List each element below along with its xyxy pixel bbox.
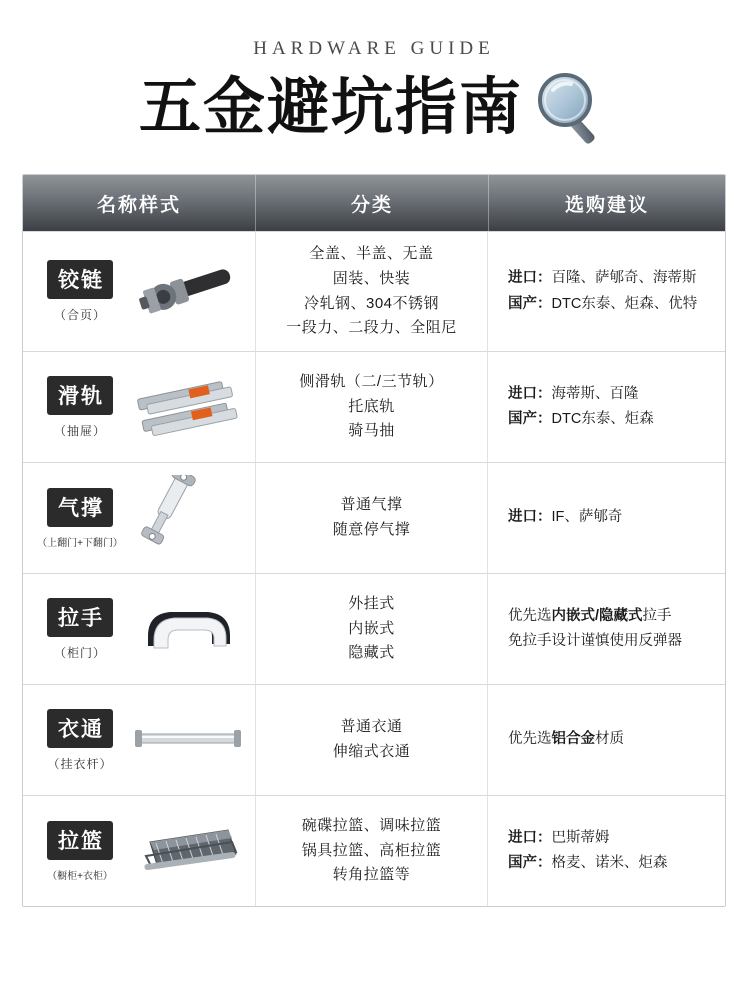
- advice-key: 国产：: [508, 295, 552, 312]
- basket-icon: [129, 813, 247, 889]
- slide-rail-icon: [129, 369, 247, 445]
- poster-header: [22, 0, 726, 148]
- cell-category: [255, 232, 487, 351]
- category-line: 外挂式: [348, 594, 395, 612]
- item-name: 拉篮: [47, 821, 113, 860]
- advice-text: 拉手: [642, 607, 672, 624]
- item-name-sub: （柜门）: [53, 645, 106, 660]
- advice-line: [508, 382, 639, 407]
- cell-name: [23, 352, 255, 462]
- magnifier-icon: [531, 70, 609, 148]
- name-block: [37, 821, 123, 882]
- name-block: [37, 260, 123, 323]
- item-name: 衣通: [47, 709, 113, 748]
- advice-value: 百隆、萨郇奇、海蒂斯: [551, 270, 697, 287]
- category-line: 转角拉篮等: [332, 866, 411, 884]
- category-line: 全盖、半盖、无盖: [309, 245, 434, 262]
- cell-advice: [487, 463, 725, 573]
- table-row: [23, 351, 725, 462]
- category-line: 普通衣通: [340, 718, 403, 736]
- table-row: [23, 231, 725, 351]
- hinge-icon: [129, 254, 247, 330]
- eyebrow-text: HARDWARE GUIDE: [253, 38, 495, 59]
- category-line: 冷轧钢、304不锈钢: [303, 294, 440, 312]
- cell-name: [23, 796, 255, 906]
- hardware-table: [22, 174, 726, 907]
- item-name: 滑轨: [47, 376, 113, 415]
- advice-line: [508, 292, 697, 317]
- category-line: 一段力、二段力、全阻尼: [286, 319, 457, 337]
- category-line: 托底轨: [348, 397, 395, 415]
- table-row: [23, 573, 725, 684]
- category-line: 碗碟拉篮、调味拉篮: [301, 816, 442, 834]
- item-name-sub: （上翻门+下翻门）: [37, 537, 123, 549]
- name-block: [37, 488, 123, 549]
- advice-key: 国产：: [508, 855, 552, 871]
- advice-line: [508, 266, 697, 291]
- advice-line: [508, 407, 654, 432]
- category-line: 随意停气撑: [332, 521, 411, 538]
- cell-category: [255, 796, 487, 906]
- advice-text: 优先选: [508, 731, 552, 748]
- advice-highlight: 铝合金: [551, 731, 595, 748]
- column-header-category: 分类: [255, 175, 488, 231]
- advice-text: 材质: [595, 731, 624, 748]
- cell-category: [255, 463, 487, 573]
- item-name: 拉手: [47, 598, 113, 637]
- column-header-advice: 选购建议: [488, 175, 725, 231]
- advice-key: 进口：: [508, 829, 552, 846]
- page-title: 五金避坑指南: [138, 70, 523, 144]
- category-line: 隐藏式: [348, 644, 395, 662]
- advice-line: [508, 604, 672, 629]
- table-header-row: [23, 175, 725, 231]
- advice-line: [508, 727, 624, 752]
- category-line: 普通气撑: [340, 496, 403, 514]
- category-line: 伸缩式衣通: [332, 743, 411, 760]
- name-block: [37, 709, 123, 772]
- table-row: [23, 684, 725, 795]
- advice-key: 进口：: [508, 509, 552, 526]
- advice-value: DTC东泰、炬森、优特: [551, 295, 698, 312]
- advice-key: 进口：: [508, 385, 552, 402]
- item-name: 铰链: [47, 260, 113, 299]
- category-line: 骑马抽: [348, 422, 395, 440]
- item-name: 气撑: [47, 488, 113, 527]
- title-row: [22, 66, 726, 148]
- item-name-sub: （合页）: [53, 308, 106, 322]
- cell-advice: [487, 352, 725, 462]
- cell-category: [255, 352, 487, 462]
- item-name-sub: （抽屉）: [53, 423, 106, 438]
- name-block: [37, 598, 123, 661]
- cell-advice: [487, 685, 725, 795]
- advice-key: 国产：: [508, 411, 552, 427]
- cell-advice: [487, 232, 725, 351]
- category-line: 锅具拉篮、高柜拉篮: [301, 841, 442, 859]
- table-row: [23, 462, 725, 573]
- cell-advice: [487, 796, 725, 906]
- item-name-sub: （挂衣杆）: [47, 756, 113, 771]
- cell-name: [23, 685, 255, 795]
- advice-value: IF、萨郇奇: [551, 509, 623, 526]
- advice-text: 优先选: [508, 607, 552, 624]
- cell-advice: [487, 574, 725, 684]
- category-line: 固装、快装: [332, 269, 411, 287]
- advice-highlight: 内嵌式/隐藏式: [551, 607, 643, 624]
- gas-strut-icon: [129, 480, 247, 556]
- cell-category: [255, 685, 487, 795]
- cell-name: [23, 574, 255, 684]
- advice-line: [508, 851, 668, 876]
- column-header-name: 名称样式: [96, 194, 181, 216]
- table-row: [23, 795, 725, 906]
- advice-line: [508, 629, 682, 654]
- advice-value: 格麦、诺米、炬森: [551, 855, 668, 871]
- cell-name: [23, 463, 255, 573]
- category-line: 侧滑轨（二/三节轨）: [299, 372, 444, 390]
- name-block: [37, 376, 123, 439]
- closet-rod-icon: [129, 702, 247, 778]
- advice-value: 海蒂斯、百隆: [551, 385, 639, 402]
- advice-value: 巴斯蒂姆: [551, 829, 610, 846]
- item-name-sub: （橱柜+衣柜）: [47, 870, 113, 882]
- cell-name: [23, 232, 255, 351]
- advice-value: DTC东泰、炬森: [551, 411, 654, 427]
- cell-category: [255, 574, 487, 684]
- advice-text: 免拉手设计谨慎使用反弹器: [508, 633, 682, 649]
- handle-icon: [129, 591, 247, 667]
- category-line: 内嵌式: [348, 619, 395, 637]
- advice-line: [508, 826, 610, 851]
- advice-key: 进口：: [508, 270, 552, 287]
- advice-line: [508, 505, 622, 530]
